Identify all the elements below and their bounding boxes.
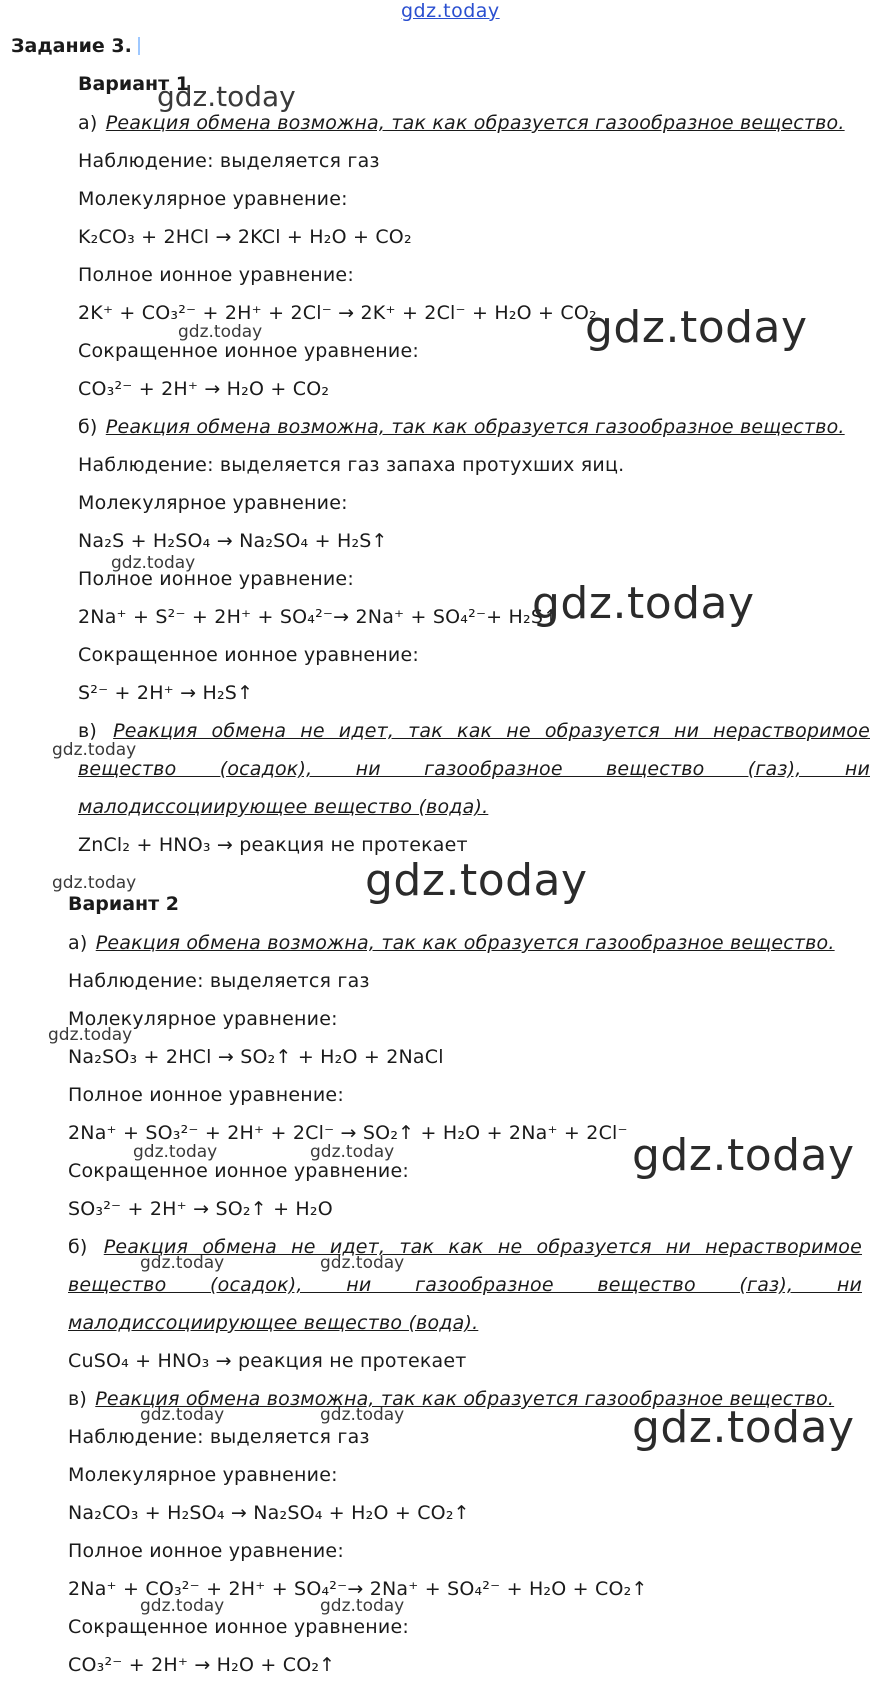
v1-b-verdict <box>78 416 845 438</box>
v2-a-verdict-text: Реакция обмена возможна, так как образуется газообразное вещество. <box>95 932 835 954</box>
v2-a-short-eq: SO₃²⁻ + 2H⁺ → SO₂↑ + H₂O <box>68 1198 333 1220</box>
v2-b-verdict-line-2: вещество (осадок), ни газообразное вещество (газ), ни <box>68 1274 862 1296</box>
v2-a-mol-eq: Na₂SO₃ + 2HCl → SO₂↑ + H₂O + 2NaCl <box>68 1046 444 1068</box>
v1-a-full-label: Полное ионное уравнение: <box>78 264 354 286</box>
v2-c-full-eq: 2Na⁺ + CO₃²⁻ + 2H⁺ + SO₄²⁻→ 2Na⁺ + SO₄²⁻ + H₂O + CO₂↑ <box>68 1578 648 1600</box>
v1-a-short-label: Сокращенное ионное уравнение: <box>78 340 419 362</box>
watermark: gdz.today <box>157 80 296 113</box>
watermark: gdz.today <box>632 1402 855 1453</box>
v1-b-short-eq: S²⁻ + 2H⁺ → H₂S↑ <box>78 682 254 704</box>
v2-c-label: в) <box>68 1388 88 1410</box>
v2-b-equation: CuSO₄ + HNO₃ → реакция не протекает <box>68 1350 467 1372</box>
v2-a-full-label: Полное ионное уравнение: <box>68 1084 344 1106</box>
watermark: gdz.today <box>585 302 808 353</box>
v1-b-label: б) <box>78 416 98 438</box>
v1-a-mol-eq: K₂CO₃ + 2HCl → 2KCl + H₂O + CO₂ <box>78 226 412 248</box>
watermark: gdz.today <box>52 740 137 760</box>
v2-a-full-eq: 2Na⁺ + SO₃²⁻ + 2H⁺ + 2Cl⁻ → SO₂↑ + H₂O + 2Na⁺ + 2Cl⁻ <box>68 1122 628 1144</box>
site-link[interactable]: gdz.today <box>401 0 500 22</box>
task-title-text: Задание 3. <box>11 35 132 57</box>
v2-c-short-eq: CO₃²⁻ + 2H⁺ → H₂O + CO₂↑ <box>68 1654 336 1676</box>
task-title <box>11 35 140 57</box>
v1-c-verdict-text-1: Реакция обмена не идет, так как не образуется ни нерастворимое <box>113 720 870 742</box>
v2-c-observation: Наблюдение: выделяется газ <box>68 1426 370 1448</box>
watermark: gdz.today <box>140 1405 225 1425</box>
v2-a-mol-label: Молекулярное уравнение: <box>68 1008 338 1030</box>
v1-c-verdict-line-1 <box>78 720 870 742</box>
v1-a-label: а) <box>78 112 98 134</box>
v2-b-verdict-line-3: малодиссоциирующее вещество (вода). <box>68 1312 479 1334</box>
watermark: gdz.today <box>178 322 263 342</box>
watermark: gdz.today <box>140 1253 225 1273</box>
v1-b-verdict-text: Реакция обмена возможна, так как образуется газообразное вещество. <box>105 416 845 438</box>
v1-c-equation: ZnCl₂ + HNO₃ → реакция не протекает <box>78 834 468 856</box>
v1-b-mol-label: Молекулярное уравнение: <box>78 492 348 514</box>
watermark: gdz.today <box>320 1596 405 1616</box>
watermark: gdz.today <box>310 1142 395 1162</box>
watermark: gdz.today <box>140 1596 225 1616</box>
v1-c-verdict-line-3: малодиссоциирующее вещество (вода). <box>78 796 489 818</box>
v1-a-verdict <box>78 112 845 134</box>
v1-b-observation: Наблюдение: выделяется газ запаха протухших яиц. <box>78 454 625 476</box>
v2-c-short-label: Сокращенное ионное уравнение: <box>68 1616 409 1638</box>
v1-b-full-eq: 2Na⁺ + S²⁻ + 2H⁺ + SO₄²⁻→ 2Na⁺ + SO₄²⁻+ H₂S↑ <box>78 606 560 628</box>
v2-b-label: б) <box>68 1236 88 1258</box>
v1-b-full-label: Полное ионное уравнение: <box>78 568 354 590</box>
watermark: gdz.today <box>48 1025 133 1045</box>
v1-b-mol-eq: Na₂S + H₂SO₄ → Na₂SO₄ + H₂S↑ <box>78 530 388 552</box>
v1-a-full-eq: 2K⁺ + CO₃²⁻ + 2H⁺ + 2Cl⁻ → 2K⁺ + 2Cl⁻ + H₂O + CO₂ <box>78 302 597 324</box>
v1-a-mol-label: Молекулярное уравнение: <box>78 188 348 210</box>
watermark: gdz.today <box>320 1253 405 1273</box>
watermark: gdz.today <box>133 1142 218 1162</box>
v2-c-full-label: Полное ионное уравнение: <box>68 1540 344 1562</box>
v1-c-label: в) <box>78 720 98 742</box>
v2-a-verdict <box>68 932 835 954</box>
v1-a-short-eq: CO₃²⁻ + 2H⁺ → H₂O + CO₂ <box>78 378 330 400</box>
variant-1-title: Вариант 1 <box>78 73 190 95</box>
watermark: gdz.today <box>111 553 196 573</box>
v2-b-verdict-text-1: Реакция обмена не идет, так как не образуется ни нерастворимое <box>103 1236 862 1258</box>
variant-2-title: Вариант 2 <box>68 893 180 915</box>
watermark: gdz.today <box>632 1130 855 1181</box>
v1-c-verdict-line-2: вещество (осадок), ни газообразное вещество (газ), ни <box>78 758 870 780</box>
v1-a-verdict-text: Реакция обмена возможна, так как образуется газообразное вещество. <box>105 112 845 134</box>
watermark: gdz.today <box>320 1405 405 1425</box>
v2-a-observation: Наблюдение: выделяется газ <box>68 970 370 992</box>
v1-b-short-label: Сокращенное ионное уравнение: <box>78 644 419 666</box>
watermark: gdz.today <box>365 855 588 906</box>
v2-c-mol-eq: Na₂CO₃ + H₂SO₄ → Na₂SO₄ + H₂O + CO₂↑ <box>68 1502 470 1524</box>
v2-a-short-label: Сокращенное ионное уравнение: <box>68 1160 409 1182</box>
v2-c-mol-label: Молекулярное уравнение: <box>68 1464 338 1486</box>
v1-a-observation: Наблюдение: выделяется газ <box>78 150 380 172</box>
watermark: gdz.today <box>52 873 137 893</box>
v2-c-verdict-text: Реакция обмена возможна, так как образуется газообразное вещество. <box>95 1388 835 1410</box>
v2-a-label: а) <box>68 932 88 954</box>
text-cursor <box>138 37 140 55</box>
watermark: gdz.today <box>532 578 755 629</box>
